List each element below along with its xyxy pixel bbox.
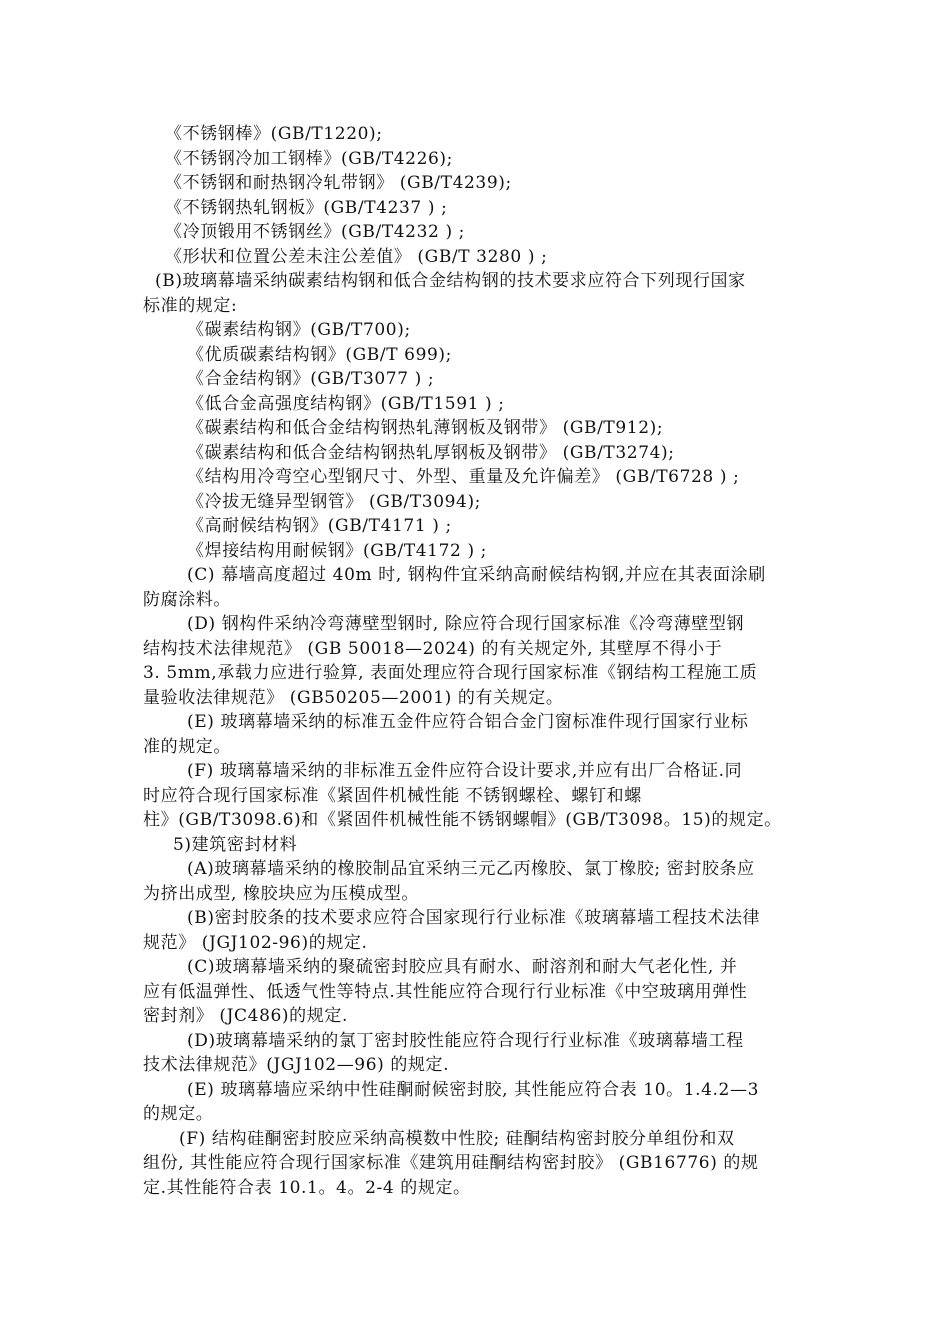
seal-b-line: 规范》 (JGJ102-96)的规定. xyxy=(143,932,368,953)
paragraph-f-line: 柱》(GB/T3098.6)和《紧固件机械性能不锈钢螺帽》(GB/T3098。15)的规定。 xyxy=(143,810,782,830)
standard-item: 《不锈钢和耐热钢冷轧带钢》 (GB/T4239); xyxy=(165,173,512,193)
standard-item: 《结构用冷弯空心型钢尺寸、外型、重量及允许偏差》 (GB/T6728 ) ; xyxy=(187,467,740,487)
standard-item: 《合金结构钢》(GB/T3077 ) ; xyxy=(187,369,435,389)
standard-item: 《形状和位置公差未注公差值》 (GB/T 3280 ) ; xyxy=(165,246,548,267)
paragraph-e-line: 准的规定。 xyxy=(143,736,231,757)
paragraph-d-line: 量验收法律规范》 (GB50205—2001) 的有关规定。 xyxy=(143,687,564,708)
standard-item: 《不锈钢棒》(GB/T1220); xyxy=(165,124,383,144)
standard-item: 《不锈钢热轧钢板》(GB/T4237 ) ; xyxy=(165,197,448,218)
seal-d-line: (D)玻璃幕墙采纳的氯丁密封胶性能应符合现行行业标准《玻璃幕墙工程 xyxy=(187,1030,744,1051)
seal-b-line: (B)密封胶条的技术要求应符合国家现行行业标准《玻璃幕墙工程技术法律 xyxy=(187,908,761,928)
standard-item: 《冷拔无缝异型钢管》 (GB/T3094); xyxy=(187,491,481,512)
standard-item: 《碳素结构和低合金结构钢热轧厚钢板及钢带》 (GB/T3274); xyxy=(187,442,675,463)
paragraph-b-line: 标准的规定: xyxy=(143,295,238,316)
standard-item: 《不锈钢冷加工钢棒》(GB/T4226); xyxy=(165,148,453,169)
seal-e-line: (E) 玻璃幕墙应采纳中性硅酮耐候密封胶, 其性能应符合表 10。1.4.2—3 xyxy=(187,1079,759,1100)
paragraph-f-line: 时应符合现行国家标准《紧固件机械性能 不锈钢螺栓、螺钉和螺 xyxy=(143,785,642,806)
paragraph-c-line: (C) 幕墙高度超过 40m 时, 钢构件宜采纳高耐候结构钢,并应在其表面涂刷 xyxy=(187,565,766,585)
seal-d-line: 技术法律规范》(JGJ102—96) 的规定. xyxy=(143,1055,450,1075)
paragraph-e-line: (E) 玻璃幕墙采纳的标准五金件应符合铝合金门窗标准件现行国家行业标 xyxy=(187,712,749,732)
seal-c-line: 密封剂》 (JC486)的规定. xyxy=(143,1006,348,1026)
seal-f-line: 定.其性能符合表 10.1。4。2-4 的规定。 xyxy=(143,1177,471,1198)
standard-item: 《碳素结构钢》(GB/T700); xyxy=(187,320,411,340)
standard-item: 《优质碳素结构钢》(GB/T 699); xyxy=(187,344,452,365)
seal-a-line: 为挤出成型, 橡胶块应为压模成型。 xyxy=(143,883,420,904)
seal-f-line: (F) 结构硅酮密封胶应采纳高模数中性胶; 硅酮结构密封胶分单组份和双 xyxy=(179,1128,735,1149)
paragraph-c-line: 防腐涂料。 xyxy=(143,589,231,610)
section-heading: 5)建筑密封材料 xyxy=(173,834,298,855)
standard-item: 《碳素结构和低合金结构钢热轧薄钢板及钢带》 (GB/T912); xyxy=(187,418,664,438)
seal-f-line: 组份, 其性能应符合现行国家标准《建筑用硅酮结构密封胶》 (GB16776) 的规 xyxy=(143,1153,759,1173)
standard-item: 《低合金高强度结构钢》(GB/T1591 ) ; xyxy=(187,393,505,414)
standard-item: 《冷顶锻用不锈钢丝》(GB/T4232 ) ; xyxy=(165,222,466,242)
seal-c-line: 应有低温弹性、低透气性等特点.其性能应符合现行行业标准《中空玻璃用弹性 xyxy=(143,981,748,1002)
paragraph-d-line: (D) 钢构件采纳冷弯薄壁型钢时, 除应符合现行国家标准《冷弯薄壁型钢 xyxy=(187,614,745,634)
paragraph-d-line: 结构技术法律规范》 (GB 50018—2024) 的有关规定外, 其壁厚不得小于 xyxy=(143,638,723,659)
paragraph-d-line: 3. 5mm,承载力应进行验算, 表面处理应符合现行国家标准《钢结构工程施工质 xyxy=(143,663,758,683)
seal-e-line: 的规定。 xyxy=(143,1104,214,1124)
seal-c-line: (C)玻璃幕墙采纳的聚硫密封胶应具有耐水、耐溶剂和耐大气老化性, 并 xyxy=(187,957,738,977)
paragraph-b-line: (B)玻璃幕墙采纳碳素结构钢和低合金结构钢的技术要求应符合下列现行国家 xyxy=(155,271,746,291)
seal-a-line: (A)玻璃幕墙采纳的橡胶制品宜采纳三元乙丙橡胶、氯丁橡胶; 密封胶条应 xyxy=(187,859,755,879)
paragraph-f-line: (F) 玻璃幕墙采纳的非标准五金件应符合设计要求,并应有出厂合格证.同 xyxy=(187,761,743,781)
document-body xyxy=(143,122,810,1200)
standard-item: 《高耐候结构钢》(GB/T4171 ) ; xyxy=(187,516,452,536)
standard-item: 《焊接结构用耐候钢》(GB/T4172 ) ; xyxy=(187,540,488,561)
